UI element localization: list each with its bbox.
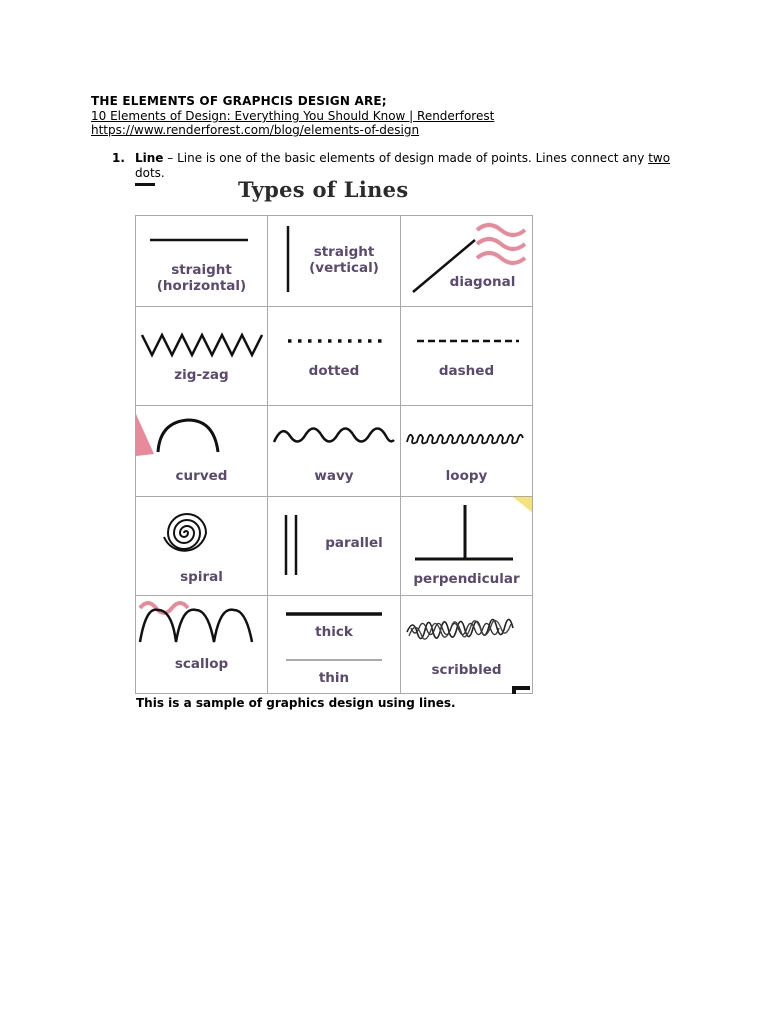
label-zig-zag: zig-zag [174, 367, 229, 383]
dotted-line-icon [268, 307, 401, 406]
cell-dotted [268, 307, 401, 406]
article-link[interactable]: 10 Elements of Design: Everything You Should Know | Renderforest [91, 109, 495, 123]
label-diagonal: diagonal [449, 274, 516, 290]
cell-dashed [401, 307, 533, 406]
cell-zig-zag [136, 307, 268, 406]
figure-caption: This is a sample of graphics design using lines. [136, 696, 456, 710]
cell-thick-thin [268, 596, 401, 694]
cell-spiral [136, 497, 268, 596]
label-straight-vertical: straight (vertical) [309, 244, 379, 276]
description-c: dots. [135, 166, 165, 180]
description-b: two [648, 151, 671, 165]
label-dashed: dashed [438, 363, 495, 379]
diagonal-line-icon [401, 216, 533, 307]
zigzag-line-icon [136, 307, 268, 406]
term: Line [135, 151, 164, 165]
figure-corner-mark [135, 183, 155, 186]
cell-perpendicular [401, 497, 533, 596]
cell-diagonal [401, 216, 533, 307]
list-number: 1. [112, 151, 125, 165]
lines-table [135, 215, 533, 694]
description-a: – Line is one of the basic elements of design made of points. Lines connect any [163, 151, 649, 165]
url-link[interactable]: https://www.renderforest.com/blog/elements-of-design [91, 123, 420, 137]
doc-heading: THE ELEMENTS OF GRAPHCIS DESIGN ARE; [91, 94, 387, 108]
label-thick: thick [315, 624, 353, 640]
label-scallop: scallop [174, 656, 229, 672]
label-dotted: dotted [308, 363, 360, 379]
label-loopy: loopy [445, 468, 488, 484]
cell-loopy [401, 406, 533, 497]
scallop-line-icon [136, 596, 268, 694]
label-perpendicular: perpendicular [413, 571, 520, 587]
label-scribbled: scribbled [431, 662, 502, 678]
label-spiral: spiral [180, 569, 223, 585]
cell-scallop [136, 596, 268, 694]
cell-parallel [268, 497, 401, 596]
label-curved: curved [175, 468, 228, 484]
cell-straight-vertical [268, 216, 401, 307]
cell-curved [136, 406, 268, 497]
figure-title: Types of Lines [238, 177, 409, 202]
cell-scribbled [401, 596, 533, 694]
cell-straight-horizontal [136, 216, 268, 307]
label-straight-horizontal: straight (horizontal) [156, 262, 247, 294]
label-thin: thin [318, 670, 350, 686]
scribbled-line-icon [401, 596, 533, 694]
cell-wavy [268, 406, 401, 497]
label-wavy: wavy [314, 468, 354, 484]
label-parallel: parallel [325, 535, 383, 551]
types-of-lines-figure [132, 175, 534, 697]
dashed-line-icon [401, 307, 533, 406]
figure-bracket-mark [512, 686, 530, 694]
